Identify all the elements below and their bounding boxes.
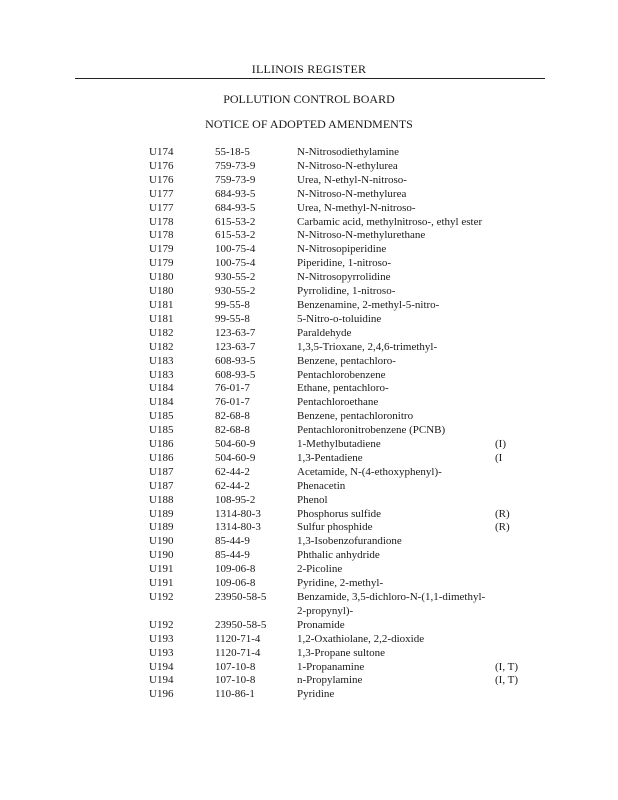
table-row bbox=[0, 521, 618, 535]
cas-number: 1314-80-3 bbox=[215, 521, 261, 534]
chemical-name: Phthalic anhydride bbox=[297, 549, 380, 562]
chemical-name: Pyridine bbox=[297, 688, 335, 701]
table-row bbox=[0, 313, 618, 327]
table-row bbox=[0, 188, 618, 202]
chemical-name: 1,3-Isobenzofurandione bbox=[297, 535, 402, 548]
table-row bbox=[0, 369, 618, 383]
waste-code: U185 bbox=[149, 410, 174, 423]
chemical-name: Benzene, pentachloro- bbox=[297, 354, 396, 367]
waste-code: U180 bbox=[149, 271, 174, 284]
chemical-name: N-Nitroso-N-ethylurea bbox=[297, 159, 398, 172]
cas-number: 55-18-5 bbox=[215, 146, 250, 158]
waste-code: U176 bbox=[149, 173, 174, 186]
table-row bbox=[0, 271, 618, 285]
chemical-name: Acetamide, N-(4-ethoxyphenyl)- bbox=[297, 465, 442, 478]
table-row bbox=[0, 619, 618, 633]
chemical-name: 1,3-Pentadiene bbox=[297, 451, 363, 464]
chemical-name: N-Nitroso-N-methylurea bbox=[297, 187, 407, 200]
waste-code: U177 bbox=[149, 201, 174, 214]
notice-title: NOTICE OF ADOPTED AMENDMENTS bbox=[205, 117, 413, 131]
chemical-name: Piperidine, 1-nitroso- bbox=[297, 257, 392, 270]
table-row bbox=[0, 410, 618, 424]
waste-code: U192 bbox=[149, 591, 174, 603]
waste-code: U193 bbox=[149, 632, 174, 645]
waste-code: U188 bbox=[149, 493, 174, 506]
chemical-name: Pentachlorobenzene bbox=[297, 368, 386, 381]
waste-code: U179 bbox=[149, 243, 174, 256]
chemical-name: Pentachloronitrobenzene (PCNB) bbox=[297, 424, 446, 437]
cas-number: 504-60-9 bbox=[215, 438, 256, 451]
cas-number: 85-44-9 bbox=[215, 549, 250, 562]
hazard-code: (R) bbox=[495, 507, 510, 520]
table-row bbox=[0, 285, 618, 299]
table-row bbox=[0, 243, 618, 257]
chemical-name: N-Nitroso-N-methylurethane bbox=[297, 229, 426, 242]
table-row bbox=[0, 633, 618, 647]
waste-code: U190 bbox=[149, 549, 174, 562]
waste-code: U194 bbox=[149, 660, 174, 673]
waste-code: U184 bbox=[149, 396, 174, 409]
hazard-code: (I, T) bbox=[495, 660, 519, 673]
cas-number: 930-55-2 bbox=[215, 285, 256, 298]
cas-number: 608-93-5 bbox=[215, 368, 256, 381]
waste-code: U180 bbox=[149, 285, 174, 298]
waste-code: U187 bbox=[149, 479, 174, 492]
waste-code: U176 bbox=[149, 159, 174, 172]
chemical-name: Phosphorus sulfide bbox=[297, 507, 382, 520]
table-row bbox=[0, 577, 618, 591]
waste-code: U191 bbox=[149, 563, 174, 576]
waste-code: U181 bbox=[149, 298, 174, 311]
table-row bbox=[0, 661, 618, 675]
cas-number: 123-63-7 bbox=[215, 326, 256, 339]
waste-code: U193 bbox=[149, 646, 174, 659]
waste-code: U181 bbox=[149, 312, 174, 325]
chemical-name: Urea, N-methyl-N-nitroso- bbox=[297, 201, 416, 214]
cas-number: 82-68-8 bbox=[215, 424, 250, 437]
cas-number: 108-95-2 bbox=[215, 493, 256, 506]
table-row bbox=[0, 563, 618, 577]
table-row bbox=[0, 160, 618, 174]
table-row bbox=[0, 229, 618, 243]
waste-code: U178 bbox=[149, 229, 174, 242]
cas-number: 504-60-9 bbox=[215, 451, 256, 464]
cas-number: 759-73-9 bbox=[215, 159, 256, 172]
waste-code: U189 bbox=[149, 521, 174, 534]
cas-number: 100-75-4 bbox=[215, 257, 256, 270]
cas-number: 608-93-5 bbox=[215, 354, 256, 367]
waste-code: U196 bbox=[149, 688, 174, 701]
chemical-name: Sulfur phosphide bbox=[297, 521, 373, 534]
cas-number: 930-55-2 bbox=[215, 271, 256, 284]
waste-code: U194 bbox=[149, 674, 174, 687]
waste-code: U185 bbox=[149, 424, 174, 437]
cas-number: 99-55-8 bbox=[215, 312, 250, 325]
cas-number: 615-53-2 bbox=[215, 215, 256, 228]
table-row bbox=[0, 674, 618, 688]
cas-number: 1120-71-4 bbox=[215, 632, 261, 645]
waste-code: U192 bbox=[149, 618, 174, 631]
chemical-name: 1,3,5-Trioxane, 2,4,6-trimethyl- bbox=[297, 340, 438, 353]
cas-number: 110-86-1 bbox=[215, 688, 255, 701]
chemical-name: Paraldehyde bbox=[297, 326, 352, 339]
waste-code: U182 bbox=[149, 340, 174, 353]
cas-number: 1120-71-4 bbox=[215, 646, 261, 659]
chemical-name: Phenacetin bbox=[297, 479, 346, 492]
chemical-name: N-Nitrosodiethylamine bbox=[297, 146, 400, 158]
waste-code: U178 bbox=[149, 215, 174, 228]
cas-number: 23950-58-5 bbox=[215, 618, 267, 631]
waste-code: U186 bbox=[149, 438, 174, 451]
chemical-name: Phenol bbox=[297, 493, 328, 506]
chemical-name: Benzamide, 3,5-dichloro-N-(1,1-dimethyl-2-propynyl)- bbox=[297, 591, 486, 617]
table-row bbox=[0, 452, 618, 466]
cas-number: 107-10-8 bbox=[215, 674, 256, 687]
hazard-code: (I) bbox=[495, 438, 506, 451]
waste-code: U177 bbox=[149, 187, 174, 200]
waste-code: U183 bbox=[149, 368, 174, 381]
waste-code: U187 bbox=[149, 465, 174, 478]
register-title: ILLINOIS REGISTER bbox=[251, 62, 367, 76]
table-row bbox=[0, 174, 618, 188]
cas-number: 76-01-7 bbox=[215, 382, 250, 395]
hazard-code: (I bbox=[495, 451, 503, 464]
table-row bbox=[0, 382, 618, 396]
table-row bbox=[0, 688, 618, 702]
cas-number: 23950-58-5 bbox=[215, 591, 267, 603]
chemical-name: 1,2-Oxathiolane, 2,2-dioxide bbox=[297, 632, 425, 645]
table-row bbox=[0, 327, 618, 341]
chemical-name: Benzene, pentachloronitro bbox=[297, 410, 414, 423]
cas-number: 759-73-9 bbox=[215, 173, 256, 186]
cas-number: 99-55-8 bbox=[215, 298, 250, 311]
chemical-name: Carbamic acid, methylnitroso-, ethyl ester bbox=[297, 215, 483, 228]
table-row bbox=[0, 438, 618, 452]
cas-number: 107-10-8 bbox=[215, 660, 256, 673]
table-row bbox=[0, 591, 618, 619]
chemical-name: N-Nitrosopiperidine bbox=[297, 243, 387, 256]
chemical-name: 5-Nitro-o-toluidine bbox=[297, 312, 382, 325]
table-row bbox=[0, 480, 618, 494]
table-row bbox=[0, 257, 618, 271]
cas-number: 684-93-5 bbox=[215, 201, 256, 214]
chemical-name: 1-Methylbutadiene bbox=[297, 438, 381, 451]
chemical-name: Benzenamine, 2-methyl-5-nitro- bbox=[297, 298, 440, 311]
waste-code: U174 bbox=[149, 146, 174, 158]
table-row bbox=[0, 396, 618, 410]
chemical-name: 1,3-Propane sultone bbox=[297, 646, 385, 659]
cas-number: 62-44-2 bbox=[215, 465, 250, 478]
table-row bbox=[0, 216, 618, 230]
waste-code: U183 bbox=[149, 354, 174, 367]
table-row bbox=[0, 299, 618, 313]
cas-number: 100-75-4 bbox=[215, 243, 256, 256]
waste-code: U191 bbox=[149, 577, 174, 590]
waste-code: U186 bbox=[149, 451, 174, 464]
table-row bbox=[0, 146, 618, 160]
chemical-name: 2-Picoline bbox=[297, 563, 343, 576]
cas-number: 615-53-2 bbox=[215, 229, 256, 242]
table-row bbox=[0, 466, 618, 480]
cas-number: 123-63-7 bbox=[215, 340, 256, 353]
table-row bbox=[0, 549, 618, 563]
chemical-name: N-Nitrosopyrrolidine bbox=[297, 271, 391, 284]
header-rule bbox=[75, 78, 545, 79]
table-row bbox=[0, 535, 618, 549]
chemical-name: Pyridine, 2-methyl- bbox=[297, 577, 384, 590]
cas-number: 684-93-5 bbox=[215, 187, 256, 200]
board-name: POLLUTION CONTROL BOARD bbox=[223, 92, 395, 106]
chemical-name: 1-Propanamine bbox=[297, 660, 365, 673]
waste-code-table bbox=[0, 146, 618, 702]
waste-code: U179 bbox=[149, 257, 174, 270]
cas-number: 1314-80-3 bbox=[215, 507, 261, 520]
hazard-code: (I, T) bbox=[495, 674, 519, 687]
cas-number: 85-44-9 bbox=[215, 535, 250, 548]
chemical-name: n-Propylamine bbox=[297, 674, 363, 687]
cas-number: 62-44-2 bbox=[215, 479, 250, 492]
cas-number: 82-68-8 bbox=[215, 410, 250, 423]
waste-code: U189 bbox=[149, 507, 174, 520]
chemical-name: Pentachloroethane bbox=[297, 396, 379, 409]
table-row bbox=[0, 424, 618, 438]
chemical-name: Pyrrolidine, 1-nitroso- bbox=[297, 285, 396, 298]
chemical-name: Ethane, pentachloro- bbox=[297, 382, 389, 395]
cas-number: 76-01-7 bbox=[215, 396, 250, 409]
table-row bbox=[0, 494, 618, 508]
waste-code: U184 bbox=[149, 382, 174, 395]
chemical-name: Urea, N-ethyl-N-nitroso- bbox=[297, 173, 407, 186]
table-row bbox=[0, 341, 618, 355]
cas-number: 109-06-8 bbox=[215, 577, 256, 590]
chemical-name: Pronamide bbox=[297, 618, 345, 631]
table-row bbox=[0, 647, 618, 661]
cas-number: 109-06-8 bbox=[215, 563, 256, 576]
table-row bbox=[0, 355, 618, 369]
hazard-code: (R) bbox=[495, 521, 510, 534]
table-row bbox=[0, 202, 618, 216]
table-row bbox=[0, 508, 618, 522]
waste-code: U190 bbox=[149, 535, 174, 548]
waste-code: U182 bbox=[149, 326, 174, 339]
